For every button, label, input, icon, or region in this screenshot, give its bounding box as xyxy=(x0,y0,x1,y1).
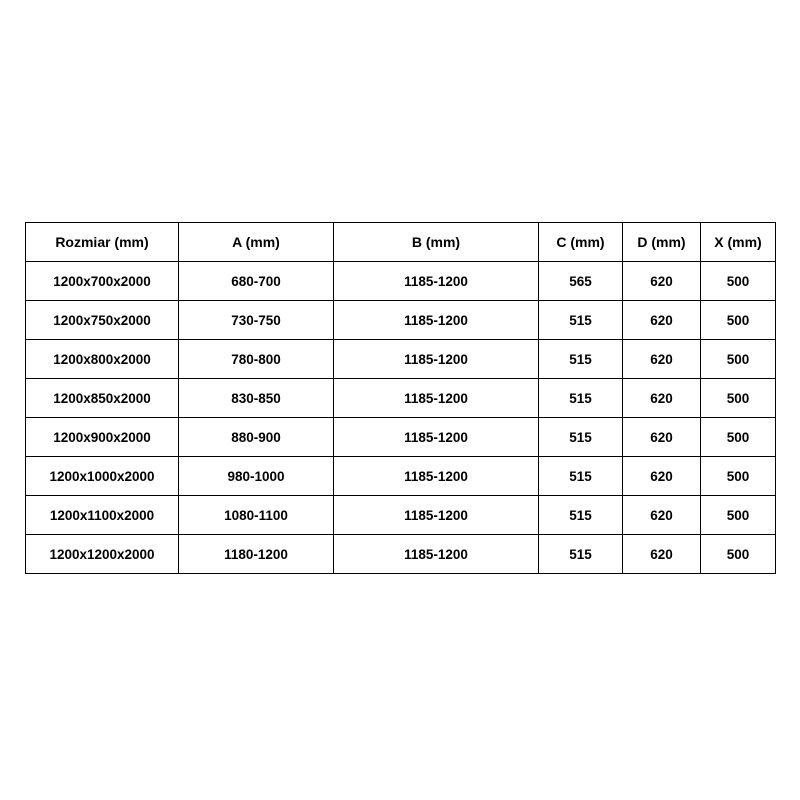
cell-rozmiar: 1200x1200x2000 xyxy=(26,535,179,574)
cell-d: 620 xyxy=(623,457,701,496)
cell-x: 500 xyxy=(701,301,776,340)
table-row xyxy=(26,379,776,418)
cell-rozmiar: 1200x1100x2000 xyxy=(26,496,179,535)
cell-rozmiar: 1200x700x2000 xyxy=(26,262,179,301)
cell-c: 515 xyxy=(539,535,623,574)
cell-c: 515 xyxy=(539,418,623,457)
column-header-a: A (mm) xyxy=(179,223,334,262)
cell-b: 1185-1200 xyxy=(334,340,539,379)
table-row xyxy=(26,301,776,340)
table-header xyxy=(26,223,776,262)
cell-rozmiar: 1200x800x2000 xyxy=(26,340,179,379)
cell-c: 515 xyxy=(539,340,623,379)
spec-table xyxy=(25,222,776,574)
cell-a: 980-1000 xyxy=(179,457,334,496)
cell-a: 730-750 xyxy=(179,301,334,340)
cell-c: 515 xyxy=(539,496,623,535)
cell-rozmiar: 1200x1000x2000 xyxy=(26,457,179,496)
cell-c: 515 xyxy=(539,379,623,418)
cell-a: 1080-1100 xyxy=(179,496,334,535)
cell-b: 1185-1200 xyxy=(334,535,539,574)
cell-a: 830-850 xyxy=(179,379,334,418)
cell-x: 500 xyxy=(701,379,776,418)
cell-b: 1185-1200 xyxy=(334,418,539,457)
column-header-b: B (mm) xyxy=(334,223,539,262)
cell-x: 500 xyxy=(701,418,776,457)
table-row xyxy=(26,457,776,496)
cell-c: 565 xyxy=(539,262,623,301)
cell-c: 515 xyxy=(539,457,623,496)
cell-a: 780-800 xyxy=(179,340,334,379)
column-header-d: D (mm) xyxy=(623,223,701,262)
cell-a: 1180-1200 xyxy=(179,535,334,574)
cell-rozmiar: 1200x750x2000 xyxy=(26,301,179,340)
cell-x: 500 xyxy=(701,535,776,574)
cell-rozmiar: 1200x850x2000 xyxy=(26,379,179,418)
cell-x: 500 xyxy=(701,457,776,496)
cell-d: 620 xyxy=(623,340,701,379)
table-row xyxy=(26,262,776,301)
table-body xyxy=(26,262,776,574)
cell-d: 620 xyxy=(623,418,701,457)
table-row xyxy=(26,535,776,574)
column-header-c: C (mm) xyxy=(539,223,623,262)
table-row xyxy=(26,418,776,457)
cell-rozmiar: 1200x900x2000 xyxy=(26,418,179,457)
cell-b: 1185-1200 xyxy=(334,379,539,418)
cell-x: 500 xyxy=(701,496,776,535)
cell-b: 1185-1200 xyxy=(334,301,539,340)
cell-b: 1185-1200 xyxy=(334,262,539,301)
column-header-rozmiar: Rozmiar (mm) xyxy=(26,223,179,262)
cell-a: 880-900 xyxy=(179,418,334,457)
cell-b: 1185-1200 xyxy=(334,457,539,496)
cell-x: 500 xyxy=(701,262,776,301)
cell-d: 620 xyxy=(623,496,701,535)
cell-d: 620 xyxy=(623,379,701,418)
table-header-row xyxy=(26,223,776,262)
cell-x: 500 xyxy=(701,340,776,379)
spec-table-container xyxy=(25,222,775,574)
cell-d: 620 xyxy=(623,535,701,574)
table-row xyxy=(26,340,776,379)
cell-a: 680-700 xyxy=(179,262,334,301)
table-row xyxy=(26,496,776,535)
column-header-x: X (mm) xyxy=(701,223,776,262)
cell-c: 515 xyxy=(539,301,623,340)
cell-d: 620 xyxy=(623,262,701,301)
cell-d: 620 xyxy=(623,301,701,340)
cell-b: 1185-1200 xyxy=(334,496,539,535)
